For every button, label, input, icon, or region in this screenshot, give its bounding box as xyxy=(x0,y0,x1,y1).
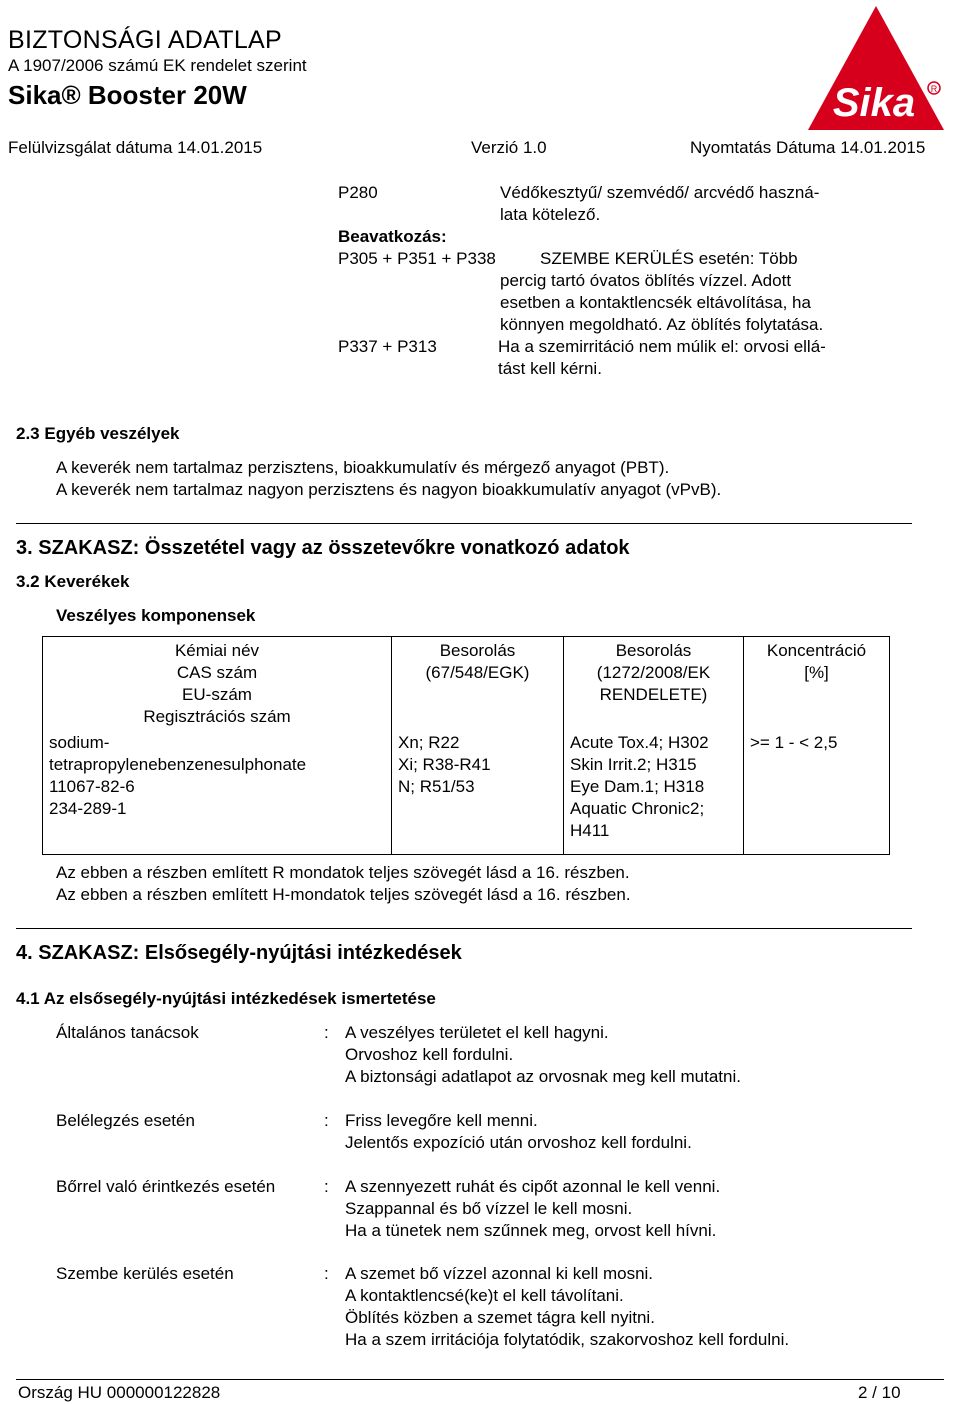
header-classification-1272-2008: Besorolás (1272/2008/EK RENDELETE) xyxy=(564,637,744,731)
inhalation-label: Belélegzés esetén xyxy=(56,1111,195,1130)
document-title: BIZTONSÁGI ADATLAP xyxy=(8,26,282,54)
section-divider xyxy=(16,928,912,929)
h-phrases-note: Az ebben a részben említett H-mondatok teljes szövegét lásd a 16. részben. xyxy=(56,885,631,904)
p280-line-2: lata kötelező. xyxy=(500,205,601,224)
general-advice-line: Orvoshoz kell fordulni. xyxy=(345,1045,514,1064)
logo-text: Sika xyxy=(832,81,916,125)
footer-page-number: 2 / 10 xyxy=(858,1383,901,1402)
footer-country: Ország HU 000000122828 xyxy=(18,1383,221,1402)
eye-contact-label: Szembe kerülés esetén xyxy=(56,1264,234,1283)
cell-concentration: >= 1 - < 2,5 xyxy=(744,730,890,854)
cell-chemical-name: sodium- tetrapropylenebenzenesulphonate 11067-82-6 234-289-1 xyxy=(43,730,392,854)
components-heading: Veszélyes komponensek xyxy=(56,606,256,625)
table-header-row xyxy=(43,637,890,731)
eye-contact-line: A szemet bő vízzel azonnal ki kell mosni. xyxy=(345,1264,654,1283)
section-4-heading: 4. SZAKASZ: Elsősegély-nyújtási intézkedések xyxy=(16,942,462,964)
skin-contact-line: A szennyezett ruhát és cipőt azonnal le kell venni. xyxy=(345,1177,721,1196)
components-table xyxy=(42,636,890,855)
pbt-line: A keverék nem tartalmaz perzisztens, bioakkumulatív és mérgező anyagot (PBT). xyxy=(56,458,670,477)
skin-contact-label: Bőrrel való érintkezés esetén xyxy=(56,1177,276,1196)
cell-classification-1272-2008: Acute Tox.4; H302 Skin Irrit.2; H315 Eye Dam.1; H318 Aquatic Chronic2; H411 xyxy=(564,730,744,854)
footer-rule xyxy=(16,1379,944,1380)
document-header xyxy=(0,0,960,164)
section-4-1-heading: 4.1 Az elsősegély-nyújtási intézkedések ismertetése xyxy=(16,989,436,1008)
header-chemical-name: Kémiai név CAS szám EU-szám Regisztrációs szám xyxy=(43,637,392,731)
section-divider xyxy=(16,523,912,524)
p337-line-1: Ha a szemirritáció nem múlik el: orvosi ellá- xyxy=(498,337,826,356)
p280-line-1: Védőkesztyű/ szemvédő/ arcvédő haszná- xyxy=(500,183,820,202)
vpvb-line: A keverék nem tartalmaz nagyon perzisztens és nagyon bioakkumulatív anyagot (vPvB). xyxy=(56,480,722,499)
p305-line-4: könnyen megoldható. Az öblítés folytatása. xyxy=(500,315,824,334)
colon: : xyxy=(324,1111,329,1130)
sika-logo-icon xyxy=(806,4,946,132)
p305-line-2: percig tartó óvatos öblítés vízzel. Adott xyxy=(500,271,792,290)
section-2-3-heading: 2.3 Egyéb veszélyek xyxy=(16,424,180,443)
cell-classification-67-548: Xn; R22 Xi; R38-R41 N; R51/53 xyxy=(392,730,564,854)
colon: : xyxy=(324,1023,329,1042)
inhalation-line: Jelentős expozíció után orvoshoz kell fordulni. xyxy=(345,1133,692,1152)
r-phrases-note: Az ebben a részben említett R mondatok teljes szövegét lásd a 16. részben. xyxy=(56,863,630,882)
intervention-label: Beavatkozás: xyxy=(338,227,447,246)
p280-code: P280 xyxy=(338,183,378,202)
p305-code: P305 + P351 + P338 xyxy=(338,249,496,268)
eye-contact-line: Ha a szem irritációja folytatódik, szakorvoshoz kell fordulni. xyxy=(345,1330,790,1349)
version: Verzió 1.0 xyxy=(471,138,547,157)
header-concentration: Koncentráció [%] xyxy=(744,637,890,731)
regulation-line: A 1907/2006 számú EK rendelet szerint xyxy=(8,56,307,75)
p305-line-3: esetben a kontaktlencsék eltávolítása, ha xyxy=(500,293,811,312)
p305-line-1: SZEMBE KERÜLÉS esetén: Több xyxy=(540,249,798,268)
table-row xyxy=(43,730,890,854)
skin-contact-line: Ha a tünetek nem szűnnek meg, orvost kell hívni. xyxy=(345,1221,717,1240)
colon: : xyxy=(324,1177,329,1196)
section-3-2-heading: 3.2 Keverékek xyxy=(16,572,130,591)
p337-code: P337 + P313 xyxy=(338,337,437,356)
colon: : xyxy=(324,1264,329,1283)
p337-line-2: tást kell kérni. xyxy=(498,359,602,378)
print-date: Nyomtatás Dátuma 14.01.2015 xyxy=(690,138,926,157)
inhalation-line: Friss levegőre kell menni. xyxy=(345,1111,538,1130)
product-name: Sika® Booster 20W xyxy=(8,80,247,110)
section-3-heading: 3. SZAKASZ: Összetétel vagy az összetevőkre vonatkozó adatok xyxy=(16,537,630,559)
general-advice-line: A biztonsági adatlapot az orvosnak meg kell mutatni. xyxy=(345,1067,741,1086)
svg-text:R: R xyxy=(930,84,938,94)
eye-contact-line: A kontaktlencsé(ke)t el kell távolítani. xyxy=(345,1286,624,1305)
general-advice-line: A veszélyes területet el kell hagyni. xyxy=(345,1023,609,1042)
skin-contact-line: Szappannal és bő vízzel le kell mosni. xyxy=(345,1199,633,1218)
general-advice-label: Általános tanácsok xyxy=(56,1023,199,1042)
eye-contact-line: Öblítés közben a szemet tágra kell nyitni. xyxy=(345,1308,655,1327)
revision-date: Felülvizsgálat dátuma 14.01.2015 xyxy=(8,138,263,157)
header-classification-67-548: Besorolás (67/548/EGK) xyxy=(392,637,564,731)
